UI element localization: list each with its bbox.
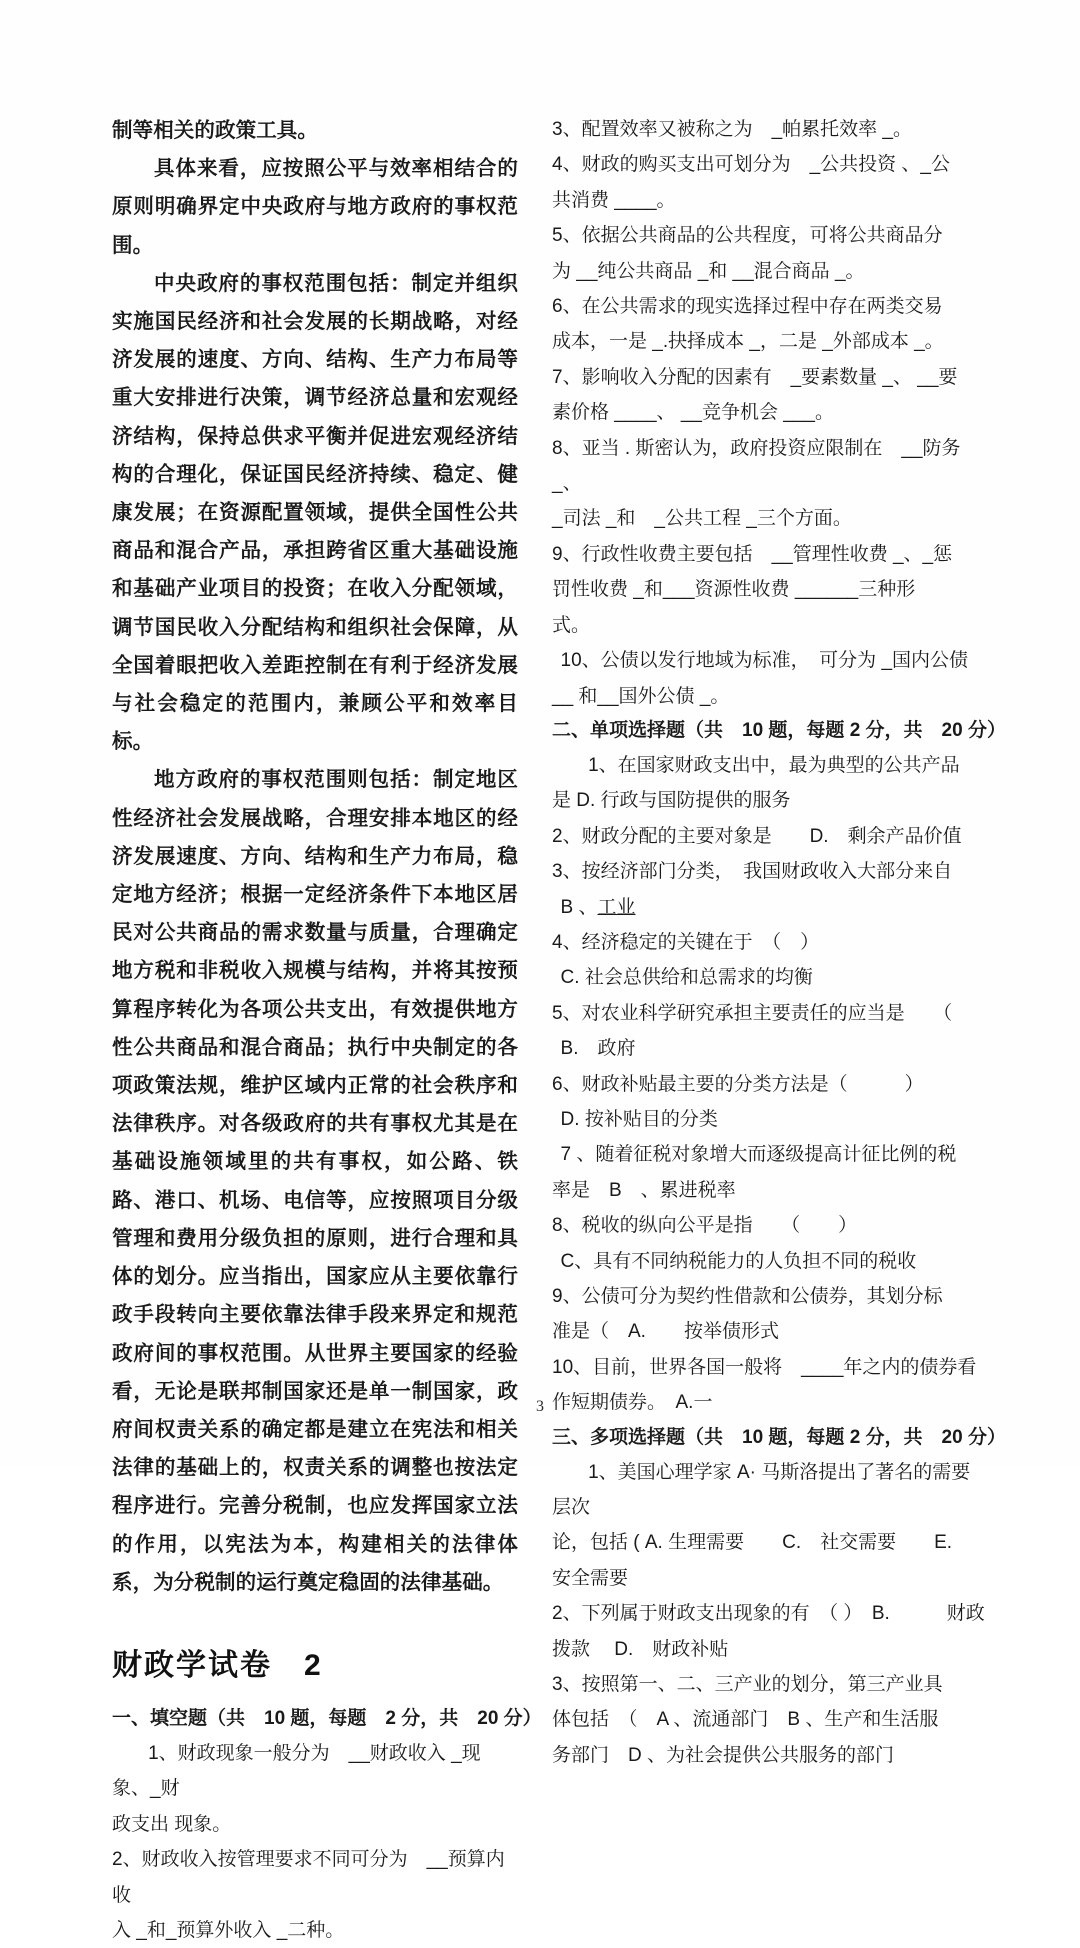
- question-line: __ 和__国外公债 _。: [552, 685, 730, 707]
- answer-option-label: B 、: [560, 896, 598, 918]
- question-line: 为 __纯公共商品 _和 __混合商品 _。: [552, 260, 865, 282]
- question-line: 论，包括 ( A. 生理需要 C. 社交需要 E.: [552, 1532, 953, 1554]
- question-line: 率是 B 、累进税率: [552, 1179, 736, 1201]
- answer-line: D. 按补贴目的分类: [560, 1108, 718, 1130]
- answer-line: C. 社会总供给和总需求的均衡: [560, 967, 813, 989]
- question-line: 共消费 ____。: [552, 189, 676, 211]
- question-line: 5、对农业科学研究承担主要责任的应当是 （: [552, 1002, 953, 1024]
- section-heading-single-choice: 二、单项选择题（共 10 题，每题 2 分，共 20 分）: [552, 719, 1006, 741]
- question-line: 2、下列属于财政支出现象的有 （ ） B. 财政: [552, 1603, 985, 1625]
- question-line: 5、依据公共商品的公共程度，可将公共商品分: [552, 225, 943, 247]
- left-column: [0, 112, 540, 1948]
- question-line: 拨款 D. 财政补贴: [552, 1638, 729, 1660]
- question-line: 入 _和_预算外收入 _二种。: [112, 1919, 345, 1941]
- question-line: 3、按照第一、二、三产业的划分，第三产业具: [552, 1674, 943, 1696]
- answer-line: B. 政府: [560, 1038, 636, 1060]
- paragraph: 制等相关的政策工具。: [112, 119, 318, 142]
- question-line: 1、财政现象一般分为 __财政收入 _现象、_财: [112, 1742, 481, 1800]
- question-line: 9、公债可分为契约性借款和公债券，其划分标: [552, 1286, 943, 1307]
- question-line: 作短期债券。 A.一: [552, 1392, 713, 1414]
- paragraph: 地方政府的事权范围则包括：制定地区性经济社会发展战略，合理安排本地区的经济发展速度、方向、结构和生产力布局，稳定地方经济；根据一定经济条件下本地区居民对公共商品的需求数量与质量，合理确定地方税和非税收入规模与结构，并将其按预算程序转化为各项公共支出，有效提供地方性公共商品和混合商品；执行中央制定的各项政策法规，维护区域内正常的社会秩序和法律秩序。对各级政府的共有事权尤其是在基础设施领域里的共有事权，如公路、铁路、港口、机场、电信等，应按照项目分级管理和费用分级负担的原则，进行合理和具体的划分。应当指出，国家应从主要依靠行政手段转向主要依靠法律手段来界定和规范政府间的事权范围。从世界主要国家的经验看，无论是联邦制国家还是单一制国家，政府间权责关系的确定都是建立在宪法和相关法律的基础上的，权责关系的调整也按法定程序进行。完善分税制，也应发挥国家立法的作用，以宪法为本，构建相关的法律体系，为分税制的运行奠定稳固的法律基础。: [112, 768, 518, 1594]
- question-line: 式。: [552, 614, 591, 636]
- exam-title: 财政学试卷 2: [112, 1648, 323, 1682]
- answer-line: C、具有不同纳税能力的人负担不同的税收: [560, 1250, 917, 1272]
- question-line: 3、配置效率又被称之为 _帕累托效率 _。: [552, 119, 912, 140]
- question-line: 是 D. 行政与国防提供的服务: [552, 790, 791, 812]
- question-line: 10、目前，世界各国一般将 ____年之内的债券看: [552, 1356, 977, 1378]
- paragraph: 具体来看，应按照公平与效率相结合的原则明确界定中央政府与地方政府的事权范围。: [112, 157, 518, 257]
- question-line: 4、经济稳定的关键在于 （ ）: [552, 931, 820, 953]
- question-line: 10、公债以发行地域为标准， 可分为 _国内公债: [560, 650, 969, 672]
- question-line: 准是（ A. 按举债形式: [552, 1321, 779, 1343]
- question-line: _司法 _和 _公共工程 _三个方面。: [552, 508, 852, 530]
- question-line: 素价格 ____、 __竞争机会 ___。: [552, 402, 834, 424]
- question-line: 务部门 D 、为社会提供公共服务的部门: [552, 1744, 895, 1766]
- question-line: 2、财政分配的主要对象是 D. 剩余产品价值: [552, 825, 962, 847]
- question-line: 安全需要: [552, 1567, 629, 1589]
- question-line: 1、在国家财政支出中，最为典型的公共产品: [588, 754, 960, 776]
- question-line: 3、按经济部门分类， 我国财政收入大部分来自: [552, 861, 953, 883]
- question-line: 7、影响收入分配的因素有 _要素数量 _、 __要: [552, 366, 958, 388]
- question-line: 成本，一是 _.抉择成本 _，二是 _外部成本 _。: [552, 331, 944, 353]
- question-line: 9、行政性收费主要包括 __管理性收费 _、_惩: [552, 543, 953, 565]
- right-column: [540, 112, 1080, 1948]
- section-heading-fill-in-blank: 一、填空题（共 10 题，每题 2 分，共 20 分）: [112, 1707, 542, 1729]
- answer-line-underlined: [552, 890, 988, 925]
- paragraph: 中央政府的事权范围包括：制定并组织实施国民经济和社会发展的长期战略，对经济发展的速度、方向、结构、生产力布局等重大安排进行决策，调节经济总量和宏观经济结构，保持总供求平衡并促进宏观经济结构的合理化，保证国民经济持续、稳定、健康发展；在资源配置领域，提供全国性公共商品和混合产品，承担跨省区重大基础设施和基础产业项目的投资；在收入分配领域，调节国民收入分配结构和组织社会保障，从全国着眼把收入差距控制在有利于经济发展与社会稳定的范围内，兼顾公平和效率目标。: [112, 271, 518, 754]
- question-line: 6、在公共需求的现实选择过程中存在两类交易: [552, 296, 943, 318]
- section-heading-multi-choice: 三、多项选择题（共 10 题，每题 2 分，共 20 分）: [552, 1426, 1006, 1448]
- page-number: 3: [536, 1398, 544, 1415]
- question-line: 8、亚当 . 斯密认为，政府投资应限制在 __防务 _、: [552, 437, 961, 495]
- question-line: 政支出 现象。: [112, 1813, 232, 1835]
- question-line: 2、财政收入按管理要求不同可分为 __预算内收: [112, 1849, 505, 1906]
- two-column-body: [0, 112, 1080, 1948]
- question-line: 7 、随着征税对象增大而逐级提高计征比例的税: [560, 1144, 957, 1166]
- question-line: 罚性收费 _和___资源性收费 ______三种形: [552, 579, 916, 601]
- spacer: [112, 1688, 518, 1702]
- answer-option-value: 工业: [597, 896, 636, 918]
- question-line: 6、财政补贴最主要的分类方法是（ ）: [552, 1073, 924, 1095]
- question-line: 4、财政的购买支出可划分为 _公共投资 、_公: [552, 154, 950, 176]
- question-line: 体包括 （ A 、流通部门 B 、生产和生活服: [552, 1709, 939, 1731]
- question-line: 1、美国心理学家 A· 马斯洛提出了著名的需要层次: [552, 1461, 971, 1519]
- question-line: 8、税收的纵向公平是指 （ ）: [552, 1215, 858, 1237]
- spacer: [112, 1602, 518, 1644]
